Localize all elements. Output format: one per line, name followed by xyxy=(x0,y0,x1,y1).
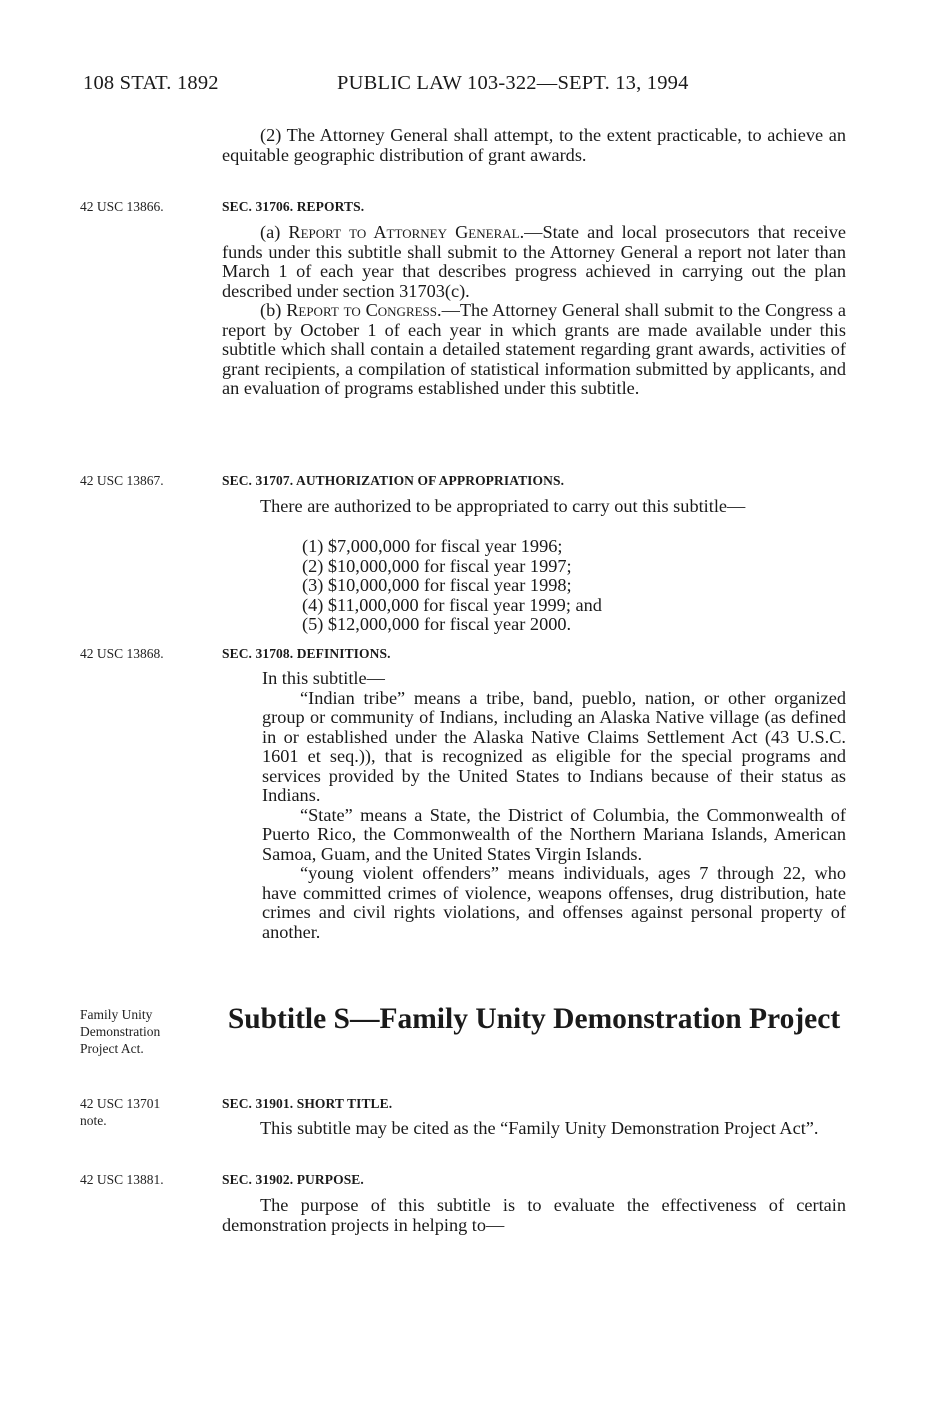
subtitle-heading: Subtitle S—Family Unity Demonstration Project xyxy=(227,1003,841,1035)
subsection-b: (b) Report to Congress.—The Attorney General shall submit to the Congress a report by October 1 of each year in which grants are made available under this subtitle which shall contain a detailed statement regarding grant awards, activities of grant recipients, a compilation of statistical information submitted by applicants, and an evaluation of programs established under this subtitle. xyxy=(222,300,847,398)
section-body-31901 xyxy=(222,1119,846,1139)
list-item: (2) $10,000,000 for fiscal year 1997; xyxy=(302,555,572,576)
definitions-intro: In this subtitle— xyxy=(262,668,385,688)
margin-note-31707: 42 USC 13867. xyxy=(80,473,164,488)
definition-state: “State” means a State, the District of Columbia, the Commonwealth of Puerto Rico, the Commonwealth of the Northern Mariana Islands, American Samoa, Guam, and the United States Virgin Islands. xyxy=(262,804,846,864)
subsection-a: (a) Report to Attorney General.—State and local prosecutors that receive funds under this subtitle shall submit to the Attorney General a report not later than March 1 of each year that describes progress achieved in carrying out the plan described under section 31703(c). xyxy=(222,222,846,301)
definitions-block xyxy=(262,669,846,942)
list-item: (3) $10,000,000 for fiscal year 1998; xyxy=(302,575,572,595)
stat-page-number: 108 STAT. 1892 xyxy=(83,72,219,94)
margin-note-line: Demonstration xyxy=(80,1024,161,1039)
section-heading-31902: SEC. 31902. PURPOSE. xyxy=(222,1172,364,1187)
margin-note-line: Project Act. xyxy=(80,1041,144,1056)
subsection-b-heading: Report to Congress xyxy=(286,300,438,320)
margin-note-31706: 42 USC 13866. xyxy=(80,199,164,214)
intro-paragraph-text: (2) The Attorney General shall attempt, to the extent practicable, to achieve an equitable geographic distribution of grant awards. xyxy=(222,125,846,165)
section-body-31706 xyxy=(222,223,846,399)
section-body-31902 xyxy=(222,1196,846,1235)
margin-note-31901 xyxy=(80,1095,160,1129)
short-title-text: This subtitle may be cited as the “Family Unity Demonstration Project Act”. xyxy=(260,1118,819,1138)
purpose-text: The purpose of this subtitle is to evaluate the effectiveness of certain demonstration projects in helping to— xyxy=(222,1195,846,1235)
appropriations-intro: There are authorized to be appropriated to carry out this subtitle— xyxy=(260,496,746,516)
list-item: (1) $7,000,000 for fiscal year 1996; xyxy=(302,536,563,556)
margin-note-31708: 42 USC 13868. xyxy=(80,646,164,661)
list-item: (5) $12,000,000 for fiscal year 2000. xyxy=(302,614,572,634)
margin-note-subtitle-s xyxy=(80,1006,160,1057)
section-intro-31707 xyxy=(222,497,846,517)
section-heading-31706: SEC. 31706. REPORTS. xyxy=(222,199,365,214)
definition-young-violent-offenders: “young violent offenders” means individuals, ages 7 through 22, who have committed crimes of violence, weapons offenses, drug distribution, hate crimes and civil rights violations, and offenses against personal property of another. xyxy=(262,863,846,942)
definition-indian-tribe: “Indian tribe” means a tribe, band, pueblo, nation, or other organized group or community of Indians, including an Alaska Native village (as defined in or established under the Alaska Native Claims Settlement Act (43 U.S.C. 1601 et seq.)), that is recognized as eligible for the special programs and services provided by the United States to Indians because of their status as Indians. xyxy=(262,687,846,805)
intro-paragraph xyxy=(222,126,846,165)
list-item: (4) $11,000,000 for fiscal year 1999; and xyxy=(302,594,602,615)
margin-note-line: 42 USC 13701 xyxy=(80,1096,161,1111)
margin-note-line: note. xyxy=(80,1113,107,1128)
subsection-a-text: State and local prosecutors that receive funds under this subtitle shall submit to the Attorney General a report not later than March 1 of each year that describes progress achieved in carrying out the plan described under section 31703(c). xyxy=(222,222,846,301)
section-heading-31708: SEC. 31708. DEFINITIONS. xyxy=(222,646,391,661)
margin-note-31902: 42 USC 13881. xyxy=(80,1172,164,1187)
subsection-a-heading: Report to Attorney General xyxy=(288,222,520,242)
running-header: PUBLIC LAW 103-322—SEPT. 13, 1994 xyxy=(337,72,689,94)
subsection-b-text: The Attorney General shall submit to the Congress a report by October 1 of each year in which grants are made available under this subtitle which shall contain a detailed statement regarding grant awards, activities of grant recipients, a compilation of statistical information submitted by applicants, and an evaluation of programs established under this subtitle. xyxy=(222,300,847,398)
margin-note-line: Family Unity xyxy=(80,1007,153,1022)
section-heading-31901: SEC. 31901. SHORT TITLE. xyxy=(222,1096,393,1111)
appropriations-list xyxy=(302,537,602,635)
section-heading-31707: SEC. 31707. AUTHORIZATION OF APPROPRIATIONS. xyxy=(222,473,565,488)
